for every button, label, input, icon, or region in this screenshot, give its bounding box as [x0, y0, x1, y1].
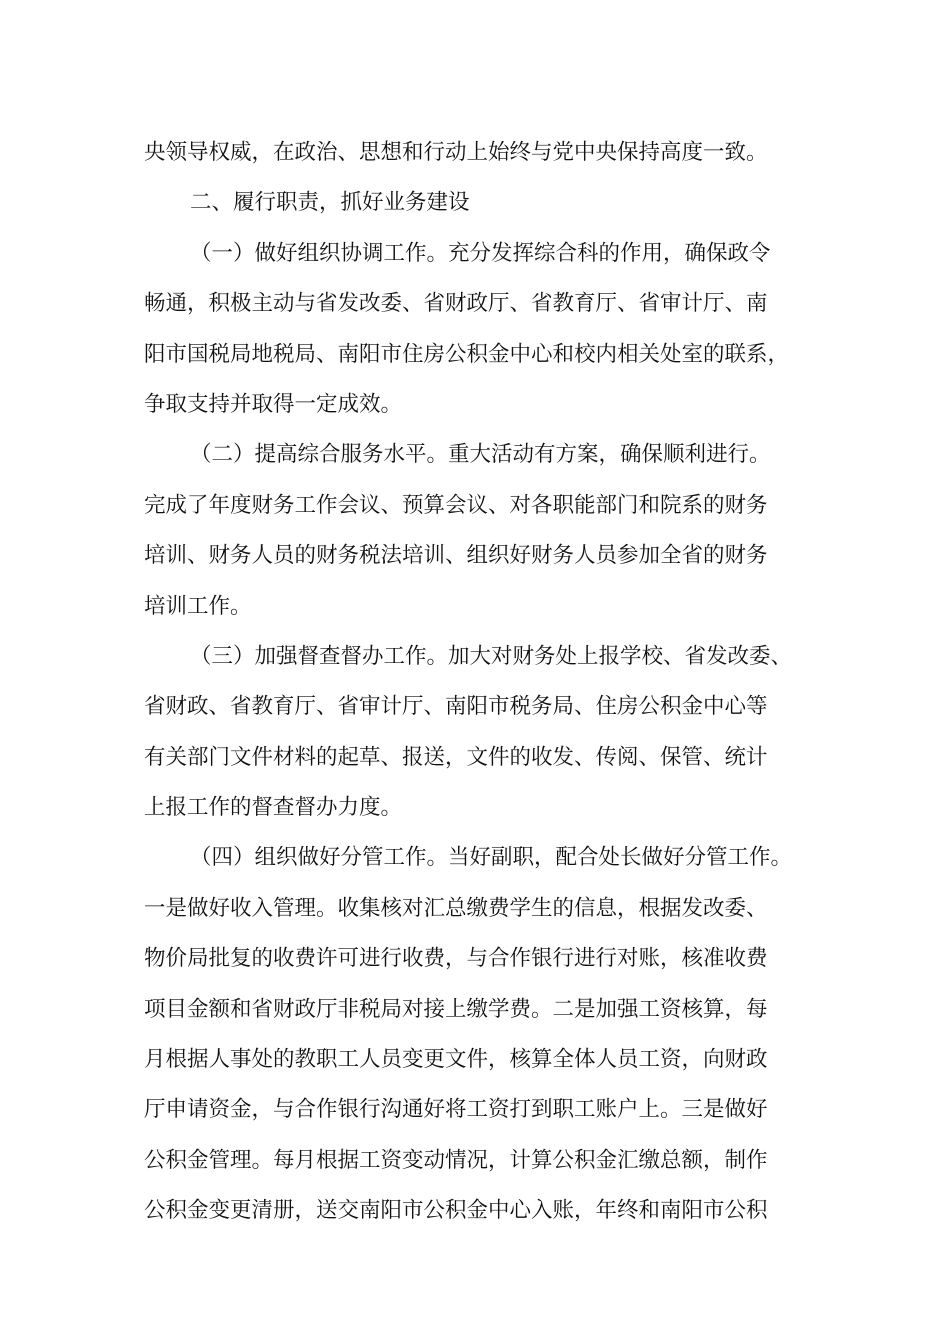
- section-heading: 二、履行职责，抓好业务建设: [190, 190, 470, 216]
- text-line: 物价局批复的收费许可进行收费，与合作银行进行对账，核准收费: [144, 946, 768, 972]
- text-line: 一是做好收入管理。收集核对汇总缴费学生的信息，根据发改委、: [144, 895, 768, 921]
- text-line: 央领导权威，在政治、思想和行动上始终与党中央保持高度一致。: [144, 140, 768, 165]
- text-line: 培训、财务人员的财务税法培训、组织好财务人员参加全省的财务: [144, 543, 768, 569]
- text-line: 省财政、省教育厅、省审计厅、南阳市税务局、住房公积金中心等: [144, 694, 768, 720]
- text-line: 完成了年度财务工作会议、预算会议、对各职能部门和院系的财务: [144, 492, 768, 518]
- text-line: 公积金变更清册，送交南阳市公积金中心入账，年终和南阳市公积: [144, 1198, 768, 1224]
- text-line: 项目金额和省财政厅非税局对接上缴学费。二是加强工资核算，每: [144, 996, 768, 1022]
- text-line: 培训工作。: [144, 593, 252, 619]
- text-line: 公积金管理。每月根据工资变动情况，计算公积金汇缴总额，制作: [144, 1147, 768, 1173]
- text-line: 有关部门文件材料的起草、报送，文件的收发、传阅、保管、统计: [144, 744, 768, 770]
- text-line: 争取支持并取得一定成效。: [144, 391, 403, 417]
- paragraph-start: （一）做好组织协调工作。充分发挥综合科的作用，确保政令: [190, 240, 771, 266]
- paragraph-start: （四）组织做好分管工作。当好副职，配合处长做好分管工作。: [190, 845, 793, 871]
- text-line: 畅通，积极主动与省发改委、省财政厅、省教育厅、省审计厅、南: [144, 291, 768, 317]
- text-line: 阳市国税局地税局、南阳市住房公积金中心和校内相关处室的联系，: [144, 341, 790, 367]
- text-line: 月根据人事处的教职工人员变更文件，核算全体人员工资，向财政: [144, 1047, 768, 1073]
- paragraph-start: （三）加强督查督办工作。加大对财务处上报学校、省发改委、: [190, 643, 793, 669]
- document-body: [144, 128, 824, 1237]
- text-line: 上报工作的督查督办力度。: [144, 795, 403, 821]
- text-line: 厅申请资金，与合作银行沟通好将工资打到职工账户上。三是做好: [144, 1097, 768, 1123]
- paragraph-start: （二）提高综合服务水平。重大活动有方案，确保顺利进行。: [190, 442, 771, 468]
